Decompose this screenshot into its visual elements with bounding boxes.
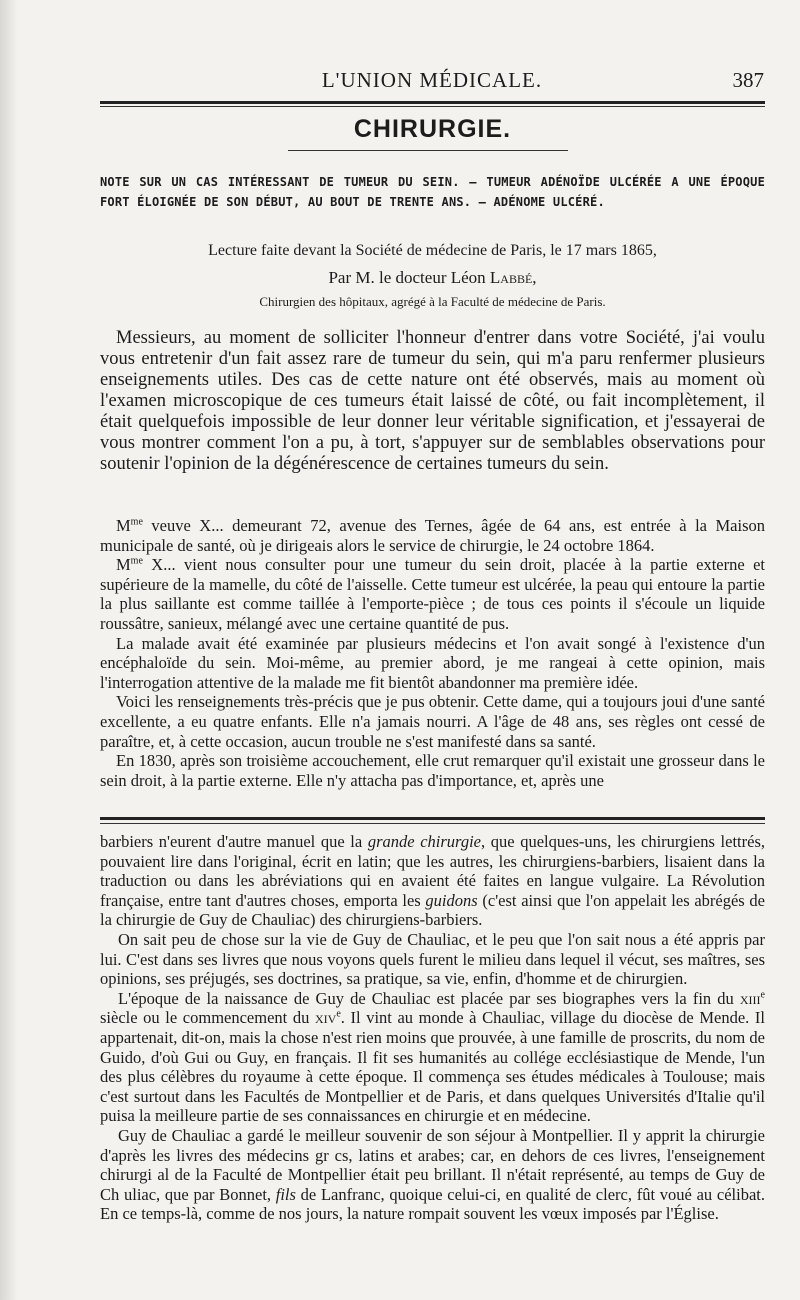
abbrev-madame: M [116,555,131,575]
text-run: de Lanfranc, quoique celui-ci, en qualité de clerc, fût voué au célibat. En ce temps-là, comme de nos jours, la nature rompait souvent les vœux imposés par l'Église. [100,1184,765,1224]
text-run: , que quelques-uns, les chirurgiens lettrés, pouvaient lire dans l'original, écrit en latin; que les autres, les chirurgiens-barbiers, lisaient dans la traduction ou dans les abréviations qui en avaient été faites en langue vulgaire. La Révolution française, entre tant d'autres choses, emporta les [100,832,765,910]
italic-term: grande chirurgie [367,832,482,851]
author-prefix: Par M. le docteur Léon [328,268,490,287]
paragraph-admission-text: veuve X... demeurant 72, avenue des Ternes, âgée de 64 ans, est entrée à la Maison municipale de santé, où je dirigeais alors le service de chirurgie, le 24 octobre 1864. [100,516,765,555]
paragraph-admission [100,516,765,555]
article-body [100,516,765,790]
century-sup: e [336,1008,341,1020]
feuilleton-paragraph-life: On sait peu de chose sur la vie de Guy de Chauliac, et le peu que l'on sait nous a été appris par lui. C'est dans ses livres que nous voyons quels furent le milieu dans lequel il vécut, ses maîtres, ses opinions, ses préjugés, ses doctrines, sa pratique, sa vie, enfin, d'homme et de chirurgien. [100,929,765,989]
scan-edge-shadow [0,0,18,1300]
paragraph-examination: La malade avait été examinée par plusieurs médecins et l'on avait songé à l'existence d'un encéphaloïde du sein. Moi-même, au premier abord, je me rangeai à cette opinion, mais l'interrogation attentive de la malade me fit bientôt abandonner ma première idée. [100,633,765,692]
section-title: CHIRURGIE. [353,115,512,143]
text-run: . Il vint au monde à Chauliac, village du diocèse de Mende. Il appartenait, dit-on, mais la chose n'est rien moins que prouvée, à une famille de proscrits, du nom de Guido, d'où Gui ou Guy, en français. Il fit ses humanités au collége ecclésiastique de Mende, l'un des plus célèbres du royaume à cette époque. Il commença ses études médicales à Toulouse; mais c'est surtout dans les Facultés de Montpellier et de Paris, et dans quelques Universités d'Italie qu'il puisa la meilleure partie de ses connaissances en chirurgie et en médecine. [100,1008,765,1126]
abbrev-madame-sup: me [130,516,143,528]
century-sup: e [760,989,765,1001]
paragraph-consultation-text: X... vient nous consulter pour une tumeur du sein droit, placée à la partie externe et supérieure de la mamelle, du côté de l'aisselle. Cette tumeur est ulcérée, la peau qui entoure la partie la plus saillante est comme taillée à l'emporte-pièce ; de tous ces points il s'écoule un liquide roussâtre, sanieux, mélangé avec une certaine quantité de pus. [100,555,765,633]
feuilleton-rule-thin [100,823,765,824]
note-title: NOTE SUR UN CAS INTÉRESSANT DE TUMEUR DU SEIN. — TUMEUR ADÉNOÏDE ULCÉRÉE A UNE ÉPOQUE FORT ÉLOIGNÉE DE SON DÉBUT, AU BOUT DE TRENTE ANS. — ADÉNOME ULCÉRÉ. [100,175,765,209]
author-surname: Labbé [489,268,533,287]
feuilleton-body [100,832,765,1224]
running-head [100,68,764,98]
feuilleton-paragraph-birth [100,989,765,1126]
text-run: (c'est ainsi que l'on appelait les abrégés de la chirurgie de Guy de Chauliac) des chirurgiens-barbiers. [100,890,765,930]
italic-term: guidons [425,890,478,910]
section-title-rule [288,150,568,151]
feuilleton-paragraph-montpellier [100,1126,765,1224]
paragraph-consultation [100,555,765,633]
text-run: siècle ou le commencement du [100,1008,315,1028]
abbrev-madame-sup: me [130,555,143,567]
century-numeral: xiv [314,1008,337,1028]
paragraph-history: Voici les renseignements très-précis que je pus obtenir. Cette dame, qui a toujours joui d'une santé excellente, a eu quatre enfants. Elle n'a jamais nourri. A l'âge de 48 ans, ses règles ont cessé de paraître, et, à cette occasion, aucun trouble ne s'est manifesté dans sa santé. [100,692,765,751]
century-numeral: xiii [739,988,761,1008]
page-number: 387 [732,68,764,92]
author-suffix: , [532,268,537,287]
feuilleton-paragraph-barbiers [100,832,765,930]
author-affiliation: Chirurgien des hôpitaux, agrégé à la Faculté de médecine de Paris. [259,294,606,309]
abbrev-madame: M [116,516,131,535]
text-run: barbiers n'eurent d'autre manuel que la [100,832,368,851]
journal-title: L'UNION MÉDICALE. [321,68,543,92]
header-rule-thin [100,106,765,107]
paragraph-1830: En 1830, après son troisième accouchement, elle crut remarquer qu'il existait une grosseur dans le sein droit, à la partie externe. Elle n'y attacha pas d'importance, et, après une [100,751,765,790]
lead-paragraph: Messieurs, au moment de solliciter l'honneur d'entrer dans votre Société, j'ai voulu vous entretenir d'un fait assez rare de tumeur du sein, qui m'a paru renfermer plusieurs enseignements utiles. Des cas de cette nature ont été observés, mais au moment où l'examen microscopique de ces tumeurs était laissé de côté, ou fait incomplètement, il était quelquefois impossible de leur donner leur véritable signification, et j'essayerai de vous montrer comment l'on a pu, à tort, s'appuyer sur de semblables observations pour soutenir l'opinion de la dégénérescence de certaines tumeurs du sein. [100,328,765,474]
text-run: L'époque de la naissance de Guy de Chauliac est placée par ses biographes vers la fin du [118,988,740,1008]
header-rule [100,101,765,104]
feuilleton-rule [100,817,765,820]
author-line [100,268,765,288]
italic-term: fils [275,1184,296,1204]
reading-line: Lecture faite devant la Société de médecine de Paris, le 17 mars 1865, [208,242,657,259]
text-run: Guy de Chauliac a gardé le meilleur souvenir de son séjour à Montpellier. Il y apprit la chirurgie d'après les livres des médecins gr cs, latins et arabes; car, en dehors de ces livres, l'enseignement chirurgi al de la Faculté de Montpellier était peu brillant. Il n'était représenté, au temps de Guy de Ch uliac, que par Bonnet, [100,1125,765,1204]
